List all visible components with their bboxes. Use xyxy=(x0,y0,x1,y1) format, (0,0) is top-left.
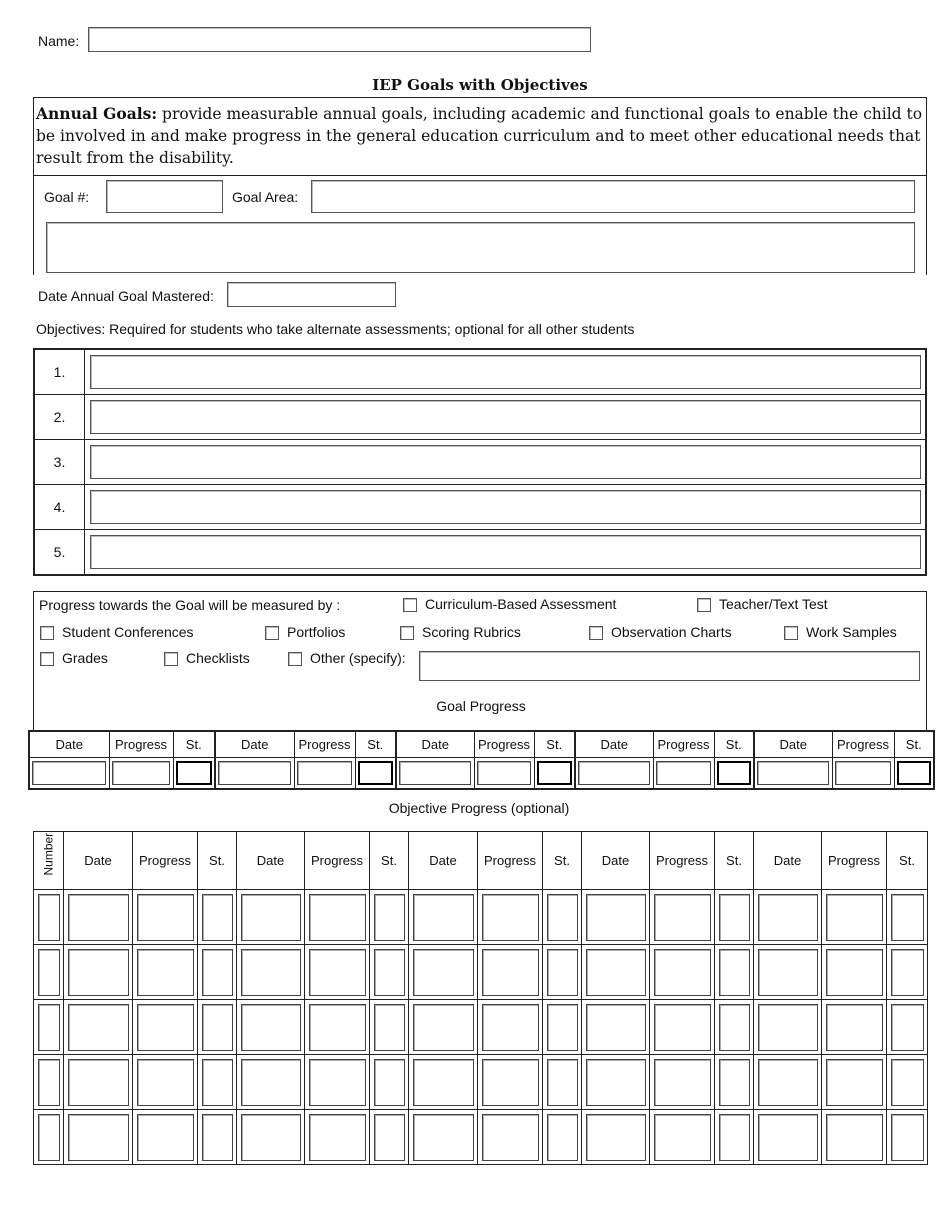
table-cell xyxy=(409,945,478,1000)
table-cell xyxy=(370,945,409,1000)
progress-input[interactable] xyxy=(309,949,366,996)
date-input[interactable] xyxy=(241,1114,301,1161)
table-cell xyxy=(478,890,543,945)
table-cell xyxy=(133,890,198,945)
date-input[interactable] xyxy=(68,1004,129,1051)
column-header: Date xyxy=(575,731,653,757)
objective-progress-table xyxy=(33,831,928,1165)
progress-input[interactable] xyxy=(309,1059,366,1106)
table-cell xyxy=(543,1110,582,1165)
table-cell xyxy=(822,945,887,1000)
table-cell xyxy=(34,1055,64,1110)
column-header: St. xyxy=(355,731,396,757)
status-input[interactable] xyxy=(719,894,750,941)
column-header: Date xyxy=(582,832,650,890)
table-cell xyxy=(133,1055,198,1110)
table-cell xyxy=(294,757,355,789)
table-cell xyxy=(215,757,294,789)
progress-input[interactable] xyxy=(654,1114,711,1161)
table-cell xyxy=(237,1000,305,1055)
status-input[interactable] xyxy=(891,1114,924,1161)
goal-progress-label: Goal Progress xyxy=(436,698,526,714)
status-input[interactable] xyxy=(202,1059,233,1106)
label-scoring-rubrics: Scoring Rubrics xyxy=(422,624,521,640)
table-cell xyxy=(355,757,396,789)
table-cell xyxy=(305,945,370,1000)
label-portfolios: Portfolios xyxy=(287,624,346,640)
date-input[interactable] xyxy=(586,949,646,996)
checkbox-other-specify[interactable] xyxy=(288,652,302,666)
progress-input[interactable] xyxy=(482,894,539,941)
date-input[interactable] xyxy=(241,894,301,941)
objectives-label: Objectives: Required for students who take alternate assessments; optional for all other students xyxy=(36,321,635,337)
progress-input[interactable] xyxy=(137,1059,194,1106)
goal-number-label: Goal #: xyxy=(44,189,90,205)
goal-area-input[interactable] xyxy=(311,180,915,213)
annual-goals-heading: Annual Goals: xyxy=(36,104,158,123)
table-cell xyxy=(198,945,237,1000)
progress-input[interactable] xyxy=(112,761,170,785)
table-cell xyxy=(34,1110,64,1165)
table-cell xyxy=(198,1055,237,1110)
table-cell xyxy=(409,1055,478,1110)
column-header: St. xyxy=(198,832,237,890)
table-cell xyxy=(575,757,653,789)
status-input[interactable] xyxy=(537,761,572,785)
table-cell xyxy=(237,1110,305,1165)
table-cell xyxy=(64,1055,133,1110)
table-cell xyxy=(650,1055,715,1110)
status-input[interactable] xyxy=(547,1114,578,1161)
progress-input[interactable] xyxy=(654,1059,711,1106)
progress-input[interactable] xyxy=(835,761,891,785)
table-cell xyxy=(543,1055,582,1110)
table-cell xyxy=(305,1110,370,1165)
column-header: St. xyxy=(173,731,215,757)
checkbox-grades[interactable] xyxy=(40,652,54,666)
progress-input[interactable] xyxy=(826,1114,883,1161)
column-header: Date xyxy=(237,832,305,890)
column-header: Progress xyxy=(305,832,370,890)
table-cell xyxy=(653,757,714,789)
status-input[interactable] xyxy=(717,761,751,785)
label-teacher-text-test: Teacher/Text Test xyxy=(719,596,828,612)
table-cell xyxy=(543,890,582,945)
progress-input[interactable] xyxy=(656,761,711,785)
column-header: Date xyxy=(29,731,109,757)
label-checklists: Checklists xyxy=(186,650,250,666)
objective-progress-row xyxy=(34,1000,928,1055)
divider xyxy=(33,175,927,176)
label-work-samples: Work Samples xyxy=(806,624,897,640)
progress-input[interactable] xyxy=(482,1059,539,1106)
objective-number-input[interactable] xyxy=(38,894,60,941)
table-cell xyxy=(198,1000,237,1055)
date-input[interactable] xyxy=(758,949,818,996)
date-input[interactable] xyxy=(218,761,291,785)
objective-number: 2. xyxy=(35,395,85,439)
table-cell xyxy=(64,1000,133,1055)
table-cell xyxy=(887,945,928,1000)
checkbox-curriculum-based-assessment[interactable] xyxy=(403,598,417,612)
table-cell xyxy=(370,890,409,945)
checkbox-student-conferences[interactable] xyxy=(40,626,54,640)
table-cell xyxy=(582,1110,650,1165)
table-cell xyxy=(543,945,582,1000)
table-cell xyxy=(754,1110,822,1165)
date-input[interactable] xyxy=(758,1114,818,1161)
label-observation-charts: Observation Charts xyxy=(611,624,732,640)
checkbox-portfolios[interactable] xyxy=(265,626,279,640)
table-cell xyxy=(887,1055,928,1110)
objective-progress-row xyxy=(34,890,928,945)
table-cell xyxy=(894,757,934,789)
date-input[interactable] xyxy=(241,1004,301,1051)
objective-row xyxy=(35,350,925,394)
status-input[interactable] xyxy=(374,1114,405,1161)
status-input[interactable] xyxy=(547,1059,578,1106)
date-input[interactable] xyxy=(413,949,474,996)
table-cell xyxy=(715,1055,754,1110)
table-cell xyxy=(754,945,822,1000)
table-cell xyxy=(109,757,173,789)
objective-number-input[interactable] xyxy=(38,1114,60,1161)
objective-number-input[interactable] xyxy=(38,1059,60,1106)
table-cell xyxy=(754,1000,822,1055)
mastered-label: Date Annual Goal Mastered: xyxy=(38,288,214,304)
table-cell xyxy=(715,945,754,1000)
status-input[interactable] xyxy=(374,1059,405,1106)
name-input[interactable] xyxy=(88,27,591,52)
checkbox-teacher-text-test[interactable] xyxy=(697,598,711,612)
table-cell xyxy=(474,757,534,789)
status-input[interactable] xyxy=(374,1004,405,1051)
objective-input[interactable] xyxy=(90,355,921,389)
table-cell xyxy=(534,757,575,789)
table-cell xyxy=(64,890,133,945)
goal-progress-table xyxy=(28,730,935,790)
label-other-specify: Other (specify): xyxy=(310,650,406,666)
date-input[interactable] xyxy=(758,1004,818,1051)
objective-row xyxy=(35,394,925,439)
objective-number: 1. xyxy=(35,350,85,394)
column-header: Date xyxy=(215,731,294,757)
objective-number-input[interactable] xyxy=(38,1004,60,1051)
label-grades: Grades xyxy=(62,650,108,666)
status-input[interactable] xyxy=(719,1004,750,1051)
table-cell xyxy=(478,1110,543,1165)
table-cell xyxy=(305,890,370,945)
table-cell xyxy=(133,1000,198,1055)
measured-by-label: Progress towards the Goal will be measured by : xyxy=(39,597,341,613)
date-input[interactable] xyxy=(241,949,301,996)
status-input[interactable] xyxy=(719,949,750,996)
table-cell xyxy=(887,1000,928,1055)
status-input[interactable] xyxy=(891,894,924,941)
table-cell xyxy=(64,1110,133,1165)
number-header: Number xyxy=(41,832,56,875)
table-cell xyxy=(478,1055,543,1110)
progress-input[interactable] xyxy=(654,1004,711,1051)
column-header: Progress xyxy=(474,731,534,757)
column-header: Progress xyxy=(478,832,543,890)
table-cell xyxy=(650,945,715,1000)
form-title: IEP Goals with Objectives xyxy=(372,76,588,94)
table-cell xyxy=(409,890,478,945)
goal-number-input[interactable] xyxy=(106,180,223,213)
table-cell xyxy=(754,757,832,789)
column-header: St. xyxy=(715,832,754,890)
status-input[interactable] xyxy=(719,1059,750,1106)
table-cell xyxy=(237,1055,305,1110)
table-cell xyxy=(832,757,894,789)
date-input[interactable] xyxy=(586,894,646,941)
table-cell xyxy=(370,1000,409,1055)
table-cell xyxy=(714,757,754,789)
table-cell xyxy=(715,1000,754,1055)
table-cell xyxy=(34,1000,64,1055)
table-cell xyxy=(64,945,133,1000)
table-cell xyxy=(237,945,305,1000)
progress-input[interactable] xyxy=(826,894,883,941)
table-cell xyxy=(305,1000,370,1055)
progress-input[interactable] xyxy=(137,1004,194,1051)
objective-input[interactable] xyxy=(90,445,921,479)
date-input[interactable] xyxy=(241,1059,301,1106)
progress-input[interactable] xyxy=(309,1114,366,1161)
status-input[interactable] xyxy=(202,894,233,941)
goal-area-label: Goal Area: xyxy=(232,189,299,205)
progress-input[interactable] xyxy=(477,761,531,785)
table-cell xyxy=(822,1000,887,1055)
table-cell xyxy=(34,945,64,1000)
mastered-date-input[interactable] xyxy=(227,282,396,307)
table-cell xyxy=(478,945,543,1000)
goal-text-input[interactable] xyxy=(46,222,915,273)
status-input[interactable] xyxy=(374,894,405,941)
objective-row xyxy=(35,529,925,574)
column-header: St. xyxy=(714,731,754,757)
objective-number: 5. xyxy=(35,530,85,574)
table-cell xyxy=(582,890,650,945)
date-input[interactable] xyxy=(586,1114,646,1161)
date-input[interactable] xyxy=(586,1059,646,1106)
table-cell xyxy=(198,1110,237,1165)
date-input[interactable] xyxy=(413,894,474,941)
progress-input[interactable] xyxy=(482,1114,539,1161)
other-specify-input[interactable] xyxy=(419,651,920,681)
column-header: St. xyxy=(887,832,928,890)
column-header: Progress xyxy=(832,731,894,757)
column-header: Progress xyxy=(650,832,715,890)
annual-goals-description: provide measurable annual goals, including academic and functional goals to enable the child to be involved in and make progress in the general education curriculum and to meet other educational needs that result from the disability. xyxy=(36,105,923,167)
table-cell xyxy=(887,1110,928,1165)
table-cell xyxy=(370,1110,409,1165)
table-cell xyxy=(409,1110,478,1165)
status-input[interactable] xyxy=(358,761,393,785)
column-header: Progress xyxy=(822,832,887,890)
progress-input[interactable] xyxy=(482,1004,539,1051)
column-header: Progress xyxy=(109,731,173,757)
status-input[interactable] xyxy=(719,1114,750,1161)
header-row xyxy=(34,832,928,890)
table-cell xyxy=(478,1000,543,1055)
table-cell xyxy=(173,757,215,789)
column-header: St. xyxy=(370,832,409,890)
date-input[interactable] xyxy=(413,1059,474,1106)
status-input[interactable] xyxy=(547,894,578,941)
progress-input[interactable] xyxy=(482,949,539,996)
column-header: St. xyxy=(543,832,582,890)
table-cell xyxy=(650,890,715,945)
checkbox-observation-charts[interactable] xyxy=(589,626,603,640)
objective-progress-row xyxy=(34,1055,928,1110)
table-cell xyxy=(370,1055,409,1110)
column-header: Date xyxy=(396,731,474,757)
column-header: Date xyxy=(754,731,832,757)
table-cell xyxy=(198,890,237,945)
status-input[interactable] xyxy=(202,1004,233,1051)
table-cell xyxy=(29,757,109,789)
column-header: Date xyxy=(64,832,133,890)
table-cell xyxy=(34,890,64,945)
progress-input[interactable] xyxy=(654,894,711,941)
status-input[interactable] xyxy=(374,949,405,996)
status-input[interactable] xyxy=(891,1059,924,1106)
status-input[interactable] xyxy=(202,949,233,996)
date-input[interactable] xyxy=(68,894,129,941)
table-cell xyxy=(582,945,650,1000)
table-cell xyxy=(754,1055,822,1110)
table-cell xyxy=(650,1000,715,1055)
progress-input[interactable] xyxy=(826,1004,883,1051)
objective-row xyxy=(35,439,925,484)
status-input[interactable] xyxy=(891,949,924,996)
table-cell xyxy=(305,1055,370,1110)
table-cell xyxy=(715,1110,754,1165)
date-input[interactable] xyxy=(586,1004,646,1051)
checkbox-scoring-rubrics[interactable] xyxy=(400,626,414,640)
table-cell xyxy=(133,1110,198,1165)
objective-row xyxy=(35,484,925,529)
table-cell xyxy=(822,1110,887,1165)
table-cell xyxy=(582,1055,650,1110)
label-curriculum-based-assessment: Curriculum-Based Assessment xyxy=(425,596,617,612)
column-header: Progress xyxy=(133,832,198,890)
date-input[interactable] xyxy=(758,894,818,941)
progress-input[interactable] xyxy=(826,1059,883,1106)
date-input[interactable] xyxy=(399,761,471,785)
status-input[interactable] xyxy=(547,1004,578,1051)
progress-input[interactable] xyxy=(309,894,366,941)
table-cell xyxy=(582,1000,650,1055)
table-cell xyxy=(822,890,887,945)
header-row xyxy=(29,731,934,757)
table-cell xyxy=(396,757,474,789)
progress-input[interactable] xyxy=(297,761,352,785)
progress-input[interactable] xyxy=(654,949,711,996)
column-header: Progress xyxy=(294,731,355,757)
date-input[interactable] xyxy=(68,1114,129,1161)
progress-input[interactable] xyxy=(137,894,194,941)
input-row xyxy=(29,757,934,789)
objective-progress-row xyxy=(34,945,928,1000)
checkbox-work-samples[interactable] xyxy=(784,626,798,640)
table-cell xyxy=(715,890,754,945)
number-header-cell xyxy=(34,832,64,890)
date-input[interactable] xyxy=(32,761,106,785)
date-input[interactable] xyxy=(757,761,829,785)
date-input[interactable] xyxy=(68,949,129,996)
status-input[interactable] xyxy=(897,761,931,785)
column-header: St. xyxy=(534,731,575,757)
column-header: Date xyxy=(754,832,822,890)
date-input[interactable] xyxy=(413,1004,474,1051)
progress-input[interactable] xyxy=(137,1114,194,1161)
objective-number: 3. xyxy=(35,440,85,484)
annual-goals-text xyxy=(36,103,926,169)
date-input[interactable] xyxy=(68,1059,129,1106)
status-input[interactable] xyxy=(202,1114,233,1161)
table-cell xyxy=(543,1000,582,1055)
column-header: Progress xyxy=(653,731,714,757)
status-input[interactable] xyxy=(547,949,578,996)
objective-input[interactable] xyxy=(90,490,921,524)
progress-input[interactable] xyxy=(137,949,194,996)
objective-progress-label: Objective Progress (optional) xyxy=(388,800,570,816)
progress-input[interactable] xyxy=(309,1004,366,1051)
label-student-conferences: Student Conferences xyxy=(62,624,194,640)
name-label: Name: xyxy=(38,33,80,49)
table-cell xyxy=(887,890,928,945)
table-cell xyxy=(409,1000,478,1055)
objective-number: 4. xyxy=(35,485,85,529)
objective-input[interactable] xyxy=(90,400,921,434)
objective-progress-row xyxy=(34,1110,928,1165)
table-cell xyxy=(237,890,305,945)
objectives-list xyxy=(33,348,927,576)
date-input[interactable] xyxy=(413,1114,474,1161)
objective-input[interactable] xyxy=(90,535,921,569)
table-cell xyxy=(133,945,198,1000)
column-header: Date xyxy=(409,832,478,890)
date-input[interactable] xyxy=(758,1059,818,1106)
progress-input[interactable] xyxy=(826,949,883,996)
table-cell xyxy=(754,890,822,945)
table-cell xyxy=(650,1110,715,1165)
status-input[interactable] xyxy=(176,761,212,785)
checkbox-checklists[interactable] xyxy=(164,652,178,666)
objective-number-input[interactable] xyxy=(38,949,60,996)
date-input[interactable] xyxy=(578,761,650,785)
status-input[interactable] xyxy=(891,1004,924,1051)
table-cell xyxy=(822,1055,887,1110)
column-header: St. xyxy=(894,731,934,757)
